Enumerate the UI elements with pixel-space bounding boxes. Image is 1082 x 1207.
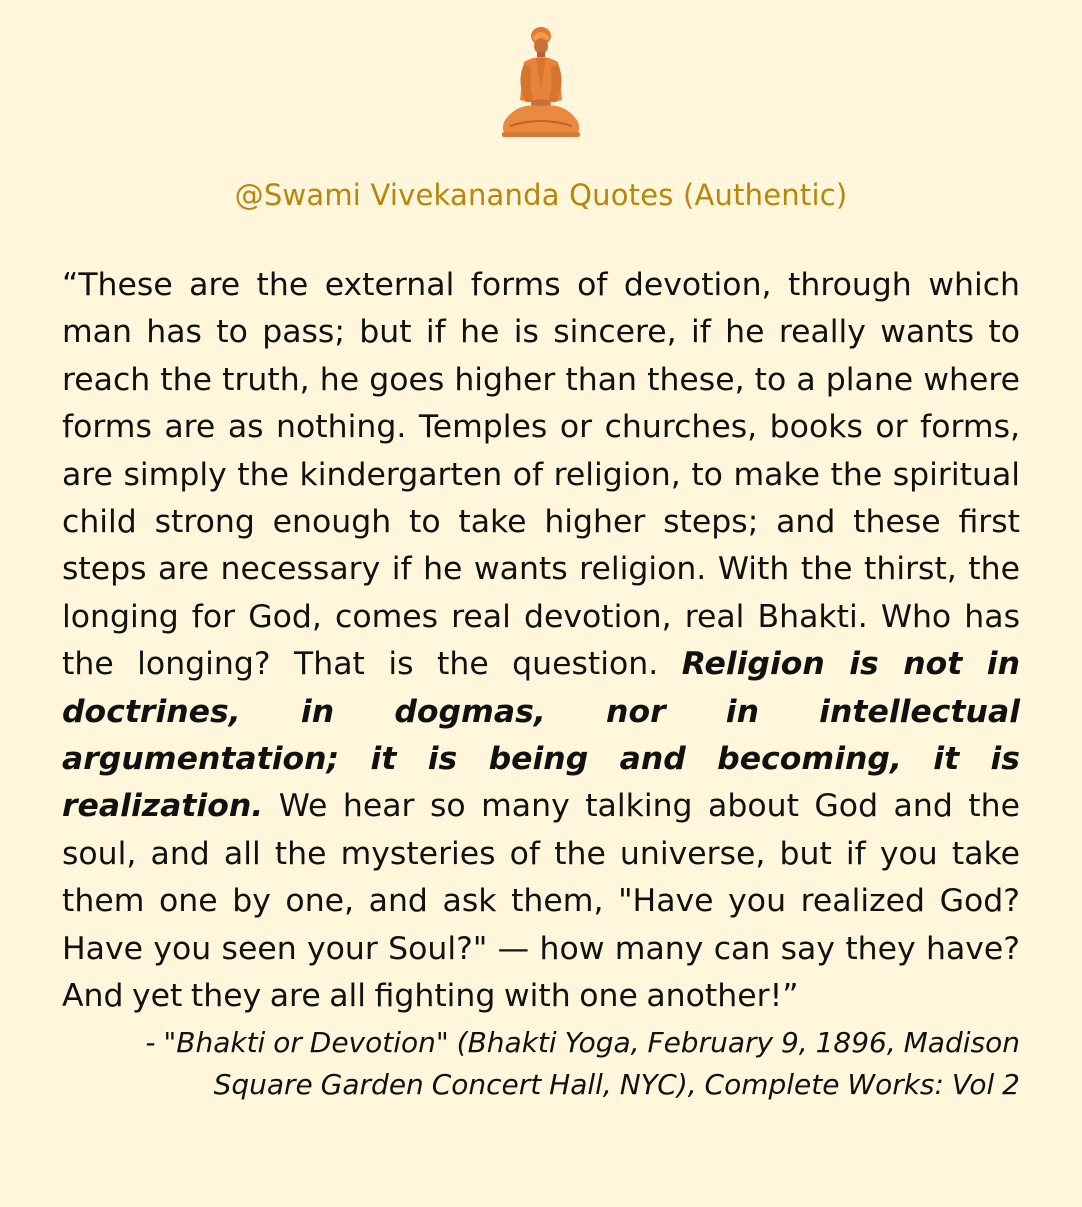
page-handle: @Swami Vivekananda Quotes (Authentic) bbox=[234, 178, 848, 212]
quote-text bbox=[62, 262, 1020, 1021]
quote-emphasis: Religion is not in doctrines, in dogmas, nor in intellectual argumentation; it is being and becoming, it is realization. bbox=[62, 646, 1020, 825]
quote-text-intro: “These are the external forms of devotion, through which man has to pass; but if he is sincere, if he really wants to reach the truth, he goes higher than these, to a plane where forms are as nothing. Temples or churches, books or forms, are simply the kindergarten of religion, to make the spiritual child strong enough to take higher steps; and these first steps are necessary if he wants religion. With the thirst, the longing for God, comes real devotion, real Bhakti. Who has the longing? That is the question. bbox=[62, 267, 1020, 683]
quote-text-closing: We hear so many talking about God and the soul, and all the mysteries of the universe, but if you take them one by one, and ask them, "Have you realized God? Have you seen your Soul?" — how many can say they have? And yet they are all fighting with one another!” bbox=[62, 788, 1020, 1015]
citation-line-1: - "Bhakti or Devotion" (Bhakti Yoga, February 9, 1896, Madison bbox=[145, 1026, 1020, 1059]
citation bbox=[62, 1022, 1020, 1106]
seated-monk-icon bbox=[496, 22, 586, 138]
citation-line-2: Square Garden Concert Hall, NYC), Complete Works: Vol 2 bbox=[213, 1068, 1020, 1101]
